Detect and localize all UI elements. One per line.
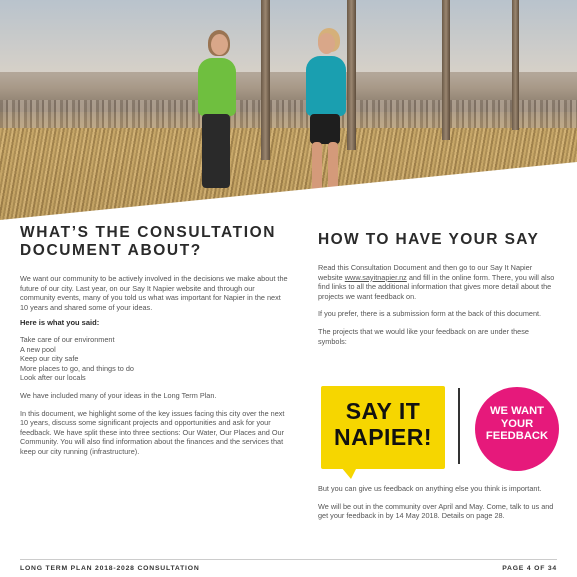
hero-diagonal-cut — [0, 0, 577, 220]
want-line3: FEEDBACK — [485, 430, 549, 443]
community-paragraph: We will be out in the community over April and May. Come, talk to us and get your feedback in by 14 May 2018. Details on page 28. — [318, 501, 554, 521]
speech-tail-icon — [341, 467, 357, 479]
list-item: Look after our locals — [20, 373, 86, 383]
hero-photo — [0, 0, 577, 220]
website-link[interactable]: www.sayitnapier.nz — [344, 272, 407, 282]
left-column — [20, 224, 290, 457]
list-item: Take care of our environment — [20, 334, 115, 344]
read-paragraph: Read this Consultation Document and then go to our Say It Napier website www.sayitnapier.nz and fill in the online form. There, you will also find links to all the additional information that gives more detail about the projects we want feedback on. — [318, 263, 555, 301]
want-line2: YOUR — [500, 417, 534, 430]
list-item: Keep our city safe — [20, 354, 79, 364]
sayit-line2: NAPIER! — [333, 424, 433, 450]
footer-title: LONG TERM PLAN 2018-2028 CONSULTATION — [20, 565, 200, 572]
anything-paragraph: But you can give us feedback on anything else you think is important. — [318, 484, 542, 493]
sayit-line1: SAY IT — [345, 398, 421, 424]
list-item: More places to go, and things to do — [20, 363, 134, 373]
said-list — [20, 335, 290, 383]
want-line1: WE WANT — [489, 405, 545, 417]
say-it-napier-logo — [321, 386, 445, 469]
submission-paragraph: If you prefer, there is a submission form at the back of this document. — [318, 309, 542, 319]
consultation-heading: WHAT’S THE CONSULTATION DOCUMENT ABOUT? — [20, 224, 277, 259]
right-column — [318, 231, 558, 346]
highlight-paragraph: In this document, we highlight some of the key issues facing this city over the next 10 years, discuss some significant projects and opportunities and ask for your feedback. We have split these into three sections: Our Water, Our Places and Our Community. You will also find information about the finances and the services that keep our city running (infrastructure). — [20, 408, 285, 456]
said-label: Here is what you said: — [20, 318, 100, 328]
list-item: A new pool — [20, 344, 56, 354]
we-want-your-feedback-logo — [475, 387, 559, 471]
symbols-paragraph: The projects that we would like your feedback on are under these symbols: — [318, 326, 529, 346]
page-number: PAGE 4 OF 34 — [502, 565, 557, 572]
have-your-say-heading: HOW TO HAVE YOUR SAY — [318, 231, 540, 248]
intro-paragraph: We want our community to be actively involved in the decisions we make about the future of our city. Last year, on our Say It Napier website and through our community events, many of you told us what was important for Napier in the next 10 years and shared some of your ideas. — [20, 274, 288, 312]
after-logos — [318, 484, 558, 521]
footer-rule — [20, 559, 557, 560]
logo-divider — [458, 388, 460, 464]
included-paragraph: We have included many of your ideas in the Long Term Plan. — [20, 390, 217, 400]
